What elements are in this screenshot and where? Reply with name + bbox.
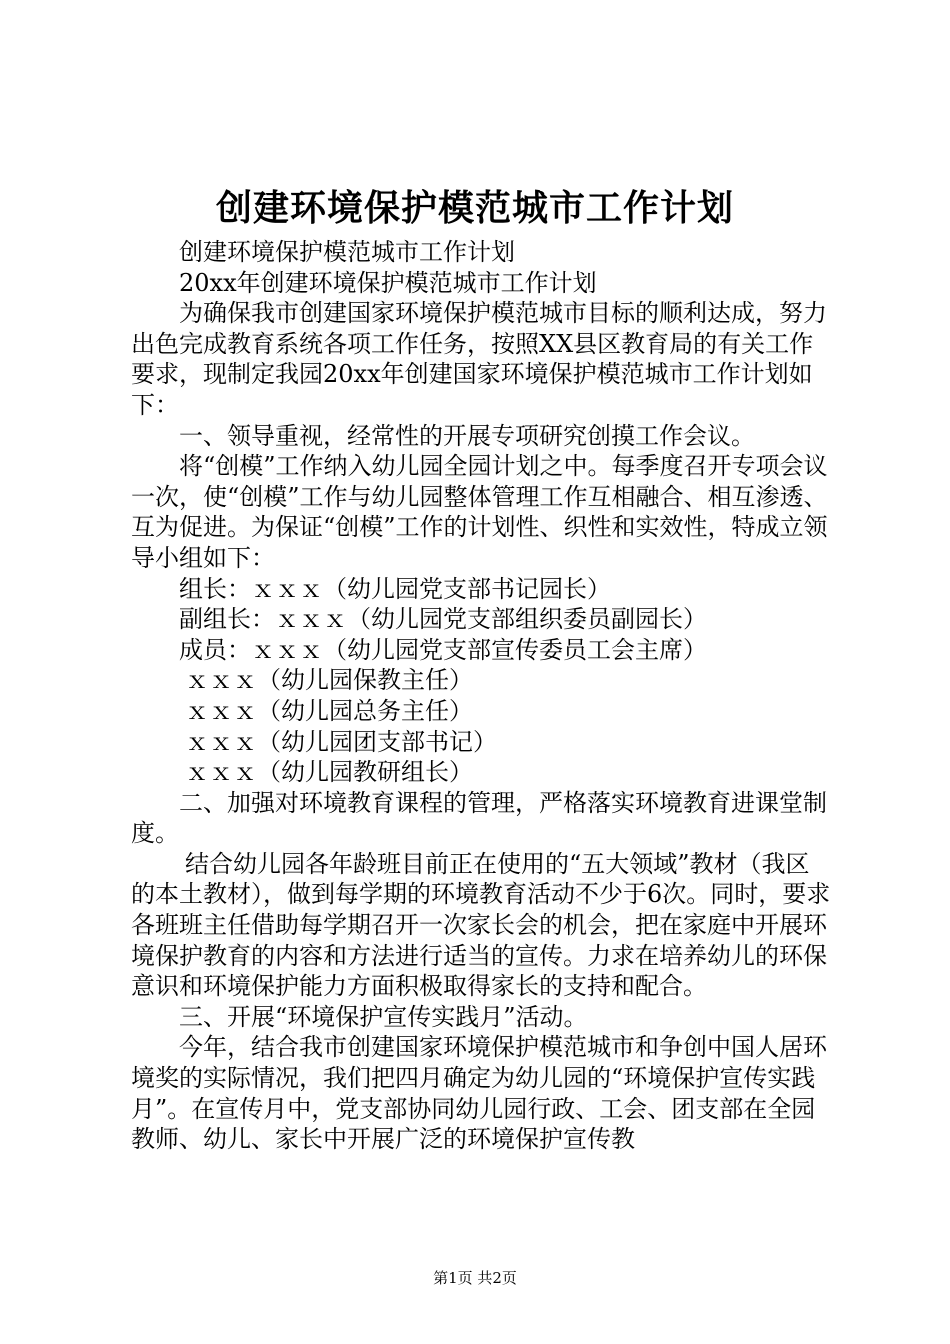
section-heading: 三、开展“环境保护宣传实践月”活动。 xyxy=(179,1002,588,1031)
document-body xyxy=(131,237,831,1155)
document-title: 创建环境保护模范城市工作计划 xyxy=(215,187,734,229)
section-heading: 一、领导重视，经常性的开展专项研究创摸工作会议。 xyxy=(179,421,755,450)
section-heading: 二、加强对环境教育课程的管理，严格落实环境教育进课堂制度。 xyxy=(131,788,827,848)
list-item: 副组长：ｘｘｘ（幼儿园党支部组织委员副园长） xyxy=(179,605,707,634)
list-item: ｘｘｘ（幼儿园总务主任） xyxy=(185,696,473,725)
list-item: ｘｘｘ（幼儿园团支部书记） xyxy=(185,727,497,756)
paragraph: 今年，结合我市创建国家环境保护模范城市和争创中国人居环境奖的实际情况，我们把四月确定为幼儿园的“环境保护宣传实践月”。在宣传月中，党支部协同幼儿园行政、工会、团支部在全园教师、幼儿、家长中开展广泛的环境保护宣传教 xyxy=(131,1033,827,1154)
paragraph: 创建环境保护模范城市工作计划 xyxy=(179,238,515,266)
list-item: ｘｘｘ（幼儿园保教主任） xyxy=(185,666,473,695)
paragraph: 结合幼儿园各年龄班目前正在使用的“五大领域”教材（我区的本土教材），做到每学期的环境教育活动不少于6次。同时，要求各班班主任借助每学期召开一次家长会的机会，把在家庭中开展环境保护教育的内容和方法进行适当的宣传。力求在培养幼儿的环保意识和环境保护能力方面积极取得家长的支持和配合。 xyxy=(131,849,831,1001)
list-item: ｘｘｘ（幼儿园教研组长） xyxy=(185,758,473,787)
paragraph: 将“创模”工作纳入幼儿园全园计划之中。每季度召开专项会议一次，使“创模”工作与幼儿园整体管理工作互相融合、相互渗透、互为促进。为保证“创模”工作的计划性、织性和实效性，特成立领导小组如下： xyxy=(131,452,828,572)
list-item: 组长：ｘｘｘ（幼儿园党支部书记园长） xyxy=(179,574,611,603)
paragraph: 20xx年创建环境保护模范城市工作计划 xyxy=(179,268,597,297)
page-footer: 第1页 共2页 xyxy=(433,1269,517,1287)
list-item: 成员：ｘｘｘ（幼儿园党支部宣传委员工会主席） xyxy=(179,635,707,664)
paragraph: 为确保我市创建国家环境保护模范城市目标的顺利达成，努力出色完成教育系统各项工作任务，按照XX县区教育局的有关工作要求，现制定我园20xx年创建国家环境保护模范城市工作计划如下： xyxy=(131,299,827,419)
